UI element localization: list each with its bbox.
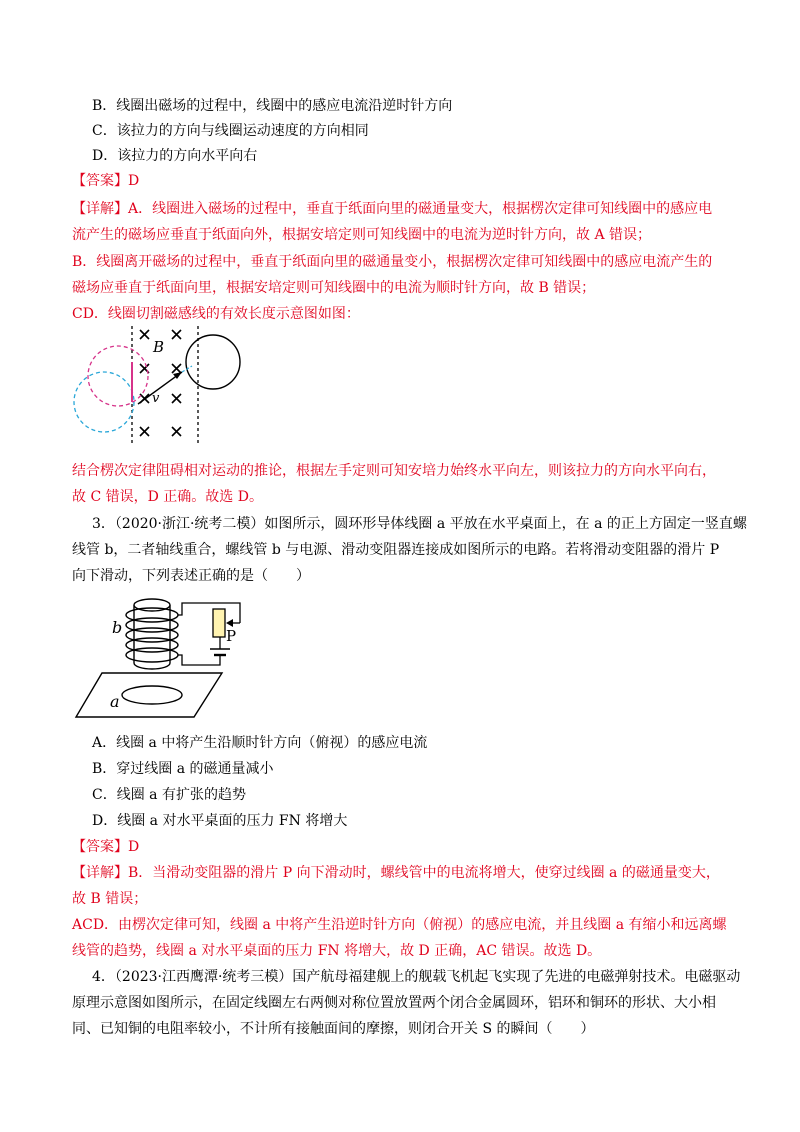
q2-detail-line-5: CD．线圈切割磁感线的有效长度示意图如图： <box>72 306 360 322</box>
detail-label: 【详解】 <box>72 201 128 217</box>
q2-detail-line-3: B．线圈离开磁场的过程中，垂直于纸面向里的磁通量变小，根据楞次定律可知线圈中的感应电流产生的 <box>72 254 713 270</box>
q3-detail-line-2: 故 B 错误； <box>72 891 148 907</box>
table-surface <box>76 673 222 717</box>
q2-option-c: C．该拉力的方向与线圈运动速度的方向相同 <box>92 123 369 139</box>
magnetic-field-coil-figure <box>70 322 260 452</box>
rheostat <box>213 609 225 637</box>
q2-option-d: D．该拉力的方向水平向右 <box>92 148 258 164</box>
velocity-label: v <box>152 391 160 406</box>
q2-option-b: B．线圈出磁场的过程中，线圈中的感应电流沿逆时针方向 <box>92 98 453 114</box>
coil-circle-right <box>186 335 240 389</box>
q3-detail-line-3: ACD．由楞次定律可知，线圈 a 中将产生沿逆时针方向（俯视）的感应电流，并且线圈 a 有缩小和远离螺 <box>72 917 727 933</box>
field-label-b: B <box>153 338 165 356</box>
q3-answer <box>72 838 139 856</box>
ring-a <box>122 686 182 704</box>
answer-label: 【答案】 <box>72 173 128 189</box>
q3-option-c: C．线圈 a 有扩张的趋势 <box>92 787 246 803</box>
coil-circle-cyan <box>74 372 134 432</box>
q2-detail-line-4: 磁场应垂直于纸面向里，根据安培定则可知线圈中的电流为顺时针方向，故 B 错误； <box>72 280 596 296</box>
detail-label: 【详解】 <box>72 865 128 881</box>
q2-conclusion-line-1: 结合楞次定律阻碍相对运动的推论，根据左手定则可知安培力始终水平向左，则该拉力的方向水平向右， <box>72 463 716 479</box>
q4-stem-line-1: 4．（2023·江西鹰潭·统考三模）国产航母福建舰上的舰载飞机起飞实现了先进的电磁弹射技术。电磁驱动 <box>92 969 741 985</box>
slider-arrow-icon <box>226 619 233 627</box>
answer-value: D <box>128 839 140 855</box>
q3-option-a: A．线圈 a 中将产生沿顺时针方向（俯视）的感应电流 <box>92 735 428 751</box>
q4-stem-line-2: 原理示意图如图所示，在固定线圈左右两侧对称位置放置两个闭合金属圆环，铝环和铜环的形状、大小相 <box>72 995 716 1011</box>
label-p: P <box>226 627 237 645</box>
q2-answer <box>72 172 139 190</box>
label-a: a <box>110 692 120 711</box>
answer-value: D <box>128 173 140 189</box>
q3-option-d: D．线圈 a 对水平桌面的压力 FN 将增大 <box>92 813 348 829</box>
detail-text: B．当滑动变阻器的滑片 P 向下滑动时，螺线管中的电流将增大，使穿过线圈 a 的磁通量变大， <box>128 865 720 881</box>
q3-detail-line-4: 线管的趋势，线圈 a 对水平桌面的压力 FN 将增大，故 D 正确，AC 错误。故选 D。 <box>72 943 602 959</box>
q4-stem-line-3: 同、已知铜的电阻率较小，不计所有接触面间的摩擦，则闭合开关 S 的瞬间（ ） <box>72 1021 595 1037</box>
q3-detail-line-1 <box>72 864 720 882</box>
detail-text: A．线圈进入磁场的过程中，垂直于纸面向里的磁通量变大，根据楞次定律可知线圈中的感应电 <box>128 201 713 217</box>
q2-conclusion-line-2: 故 C 错误，D 正确。故选 D。 <box>72 489 263 505</box>
q2-detail-line-2: 流产生的磁场应垂直于纸面向外，根据安培定则可知线圈中的电流为逆时针方向，故 A 错误； <box>72 227 652 243</box>
solenoid-circuit-figure <box>72 585 262 723</box>
label-b: b <box>112 618 123 637</box>
q3-stem-line-1: 3．（2020·浙江·统考二模）如图所示，圆环形导体线圈 a 平放在水平桌面上，在 a 的正上方固定一竖直螺 <box>92 516 747 532</box>
answer-label: 【答案】 <box>72 839 128 855</box>
q3-stem-line-3: 向下滑动，下列表述正确的是（ ） <box>72 568 310 584</box>
q3-stem-line-2: 线管 b，二者轴线重合，螺线管 b 与电源、滑动变阻器连接成如图所示的电路。若将滑动变阻器的滑片 P <box>72 542 720 558</box>
q2-detail-line-1 <box>72 200 712 218</box>
q3-option-b: B．穿过线圈 a 的磁通量减小 <box>92 761 274 777</box>
